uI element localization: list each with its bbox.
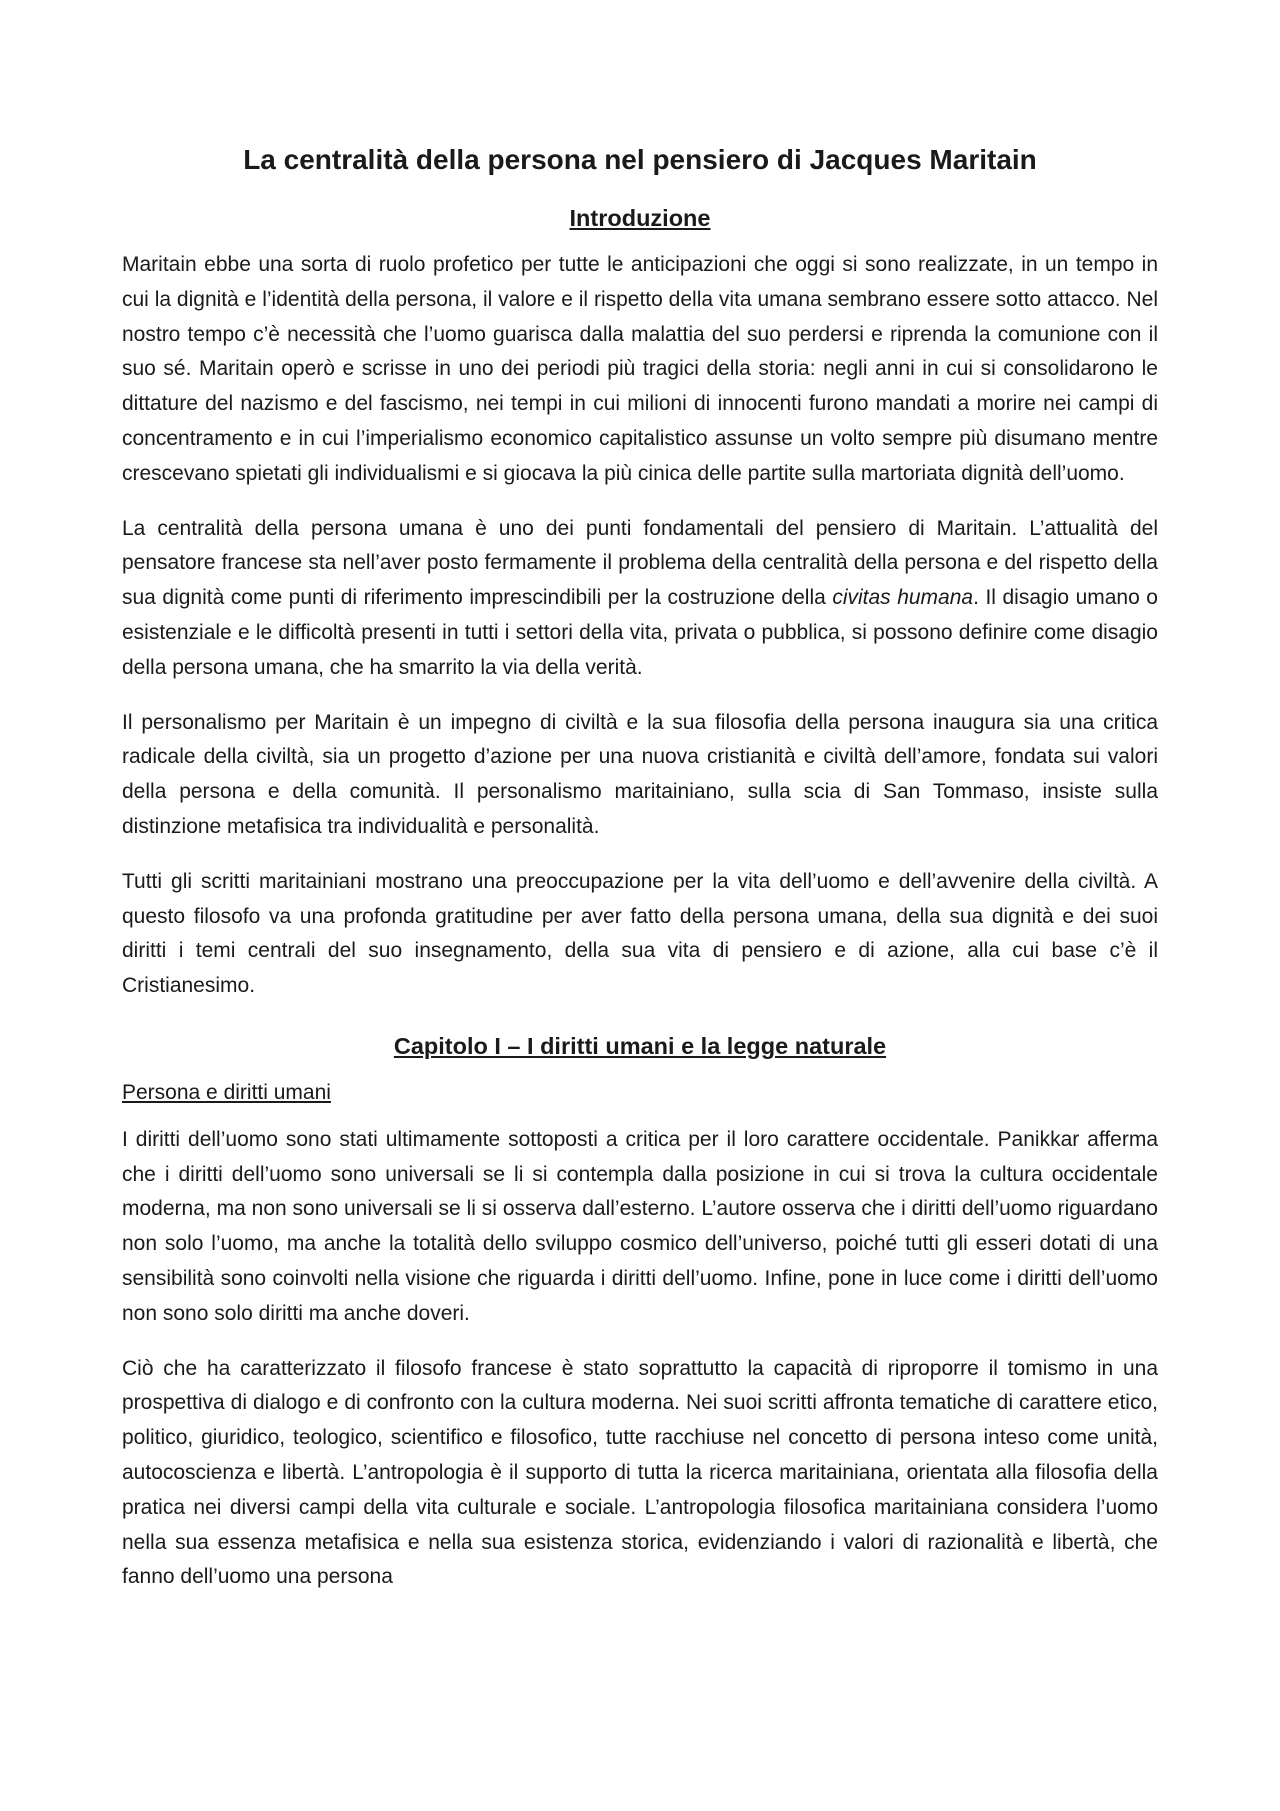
intro-paragraph-1: Maritain ebbe una sorta di ruolo profetico per tutte le anticipazioni che oggi si sono realizzate, in un tempo in cui la dignità e l’identità della persona, il valore e il rispetto della vita umana sembrano essere sotto attacco. Nel nostro tempo c’è necessità che l’uomo guarisca dalla malattia del suo perdersi e riprenda la comunione con il suo sé. Maritain operò e scrisse in uno dei periodi più tragici della storia: negli anni in cui si consolidarono le dittature del nazismo e del fascismo, nei tempi in cui milioni di innocenti furono mandati a morire nei campi di concentramento e in cui l’imperialismo economico capitalistico assunse un volto sempre più disumano mentre crescevano spietati gli individualismi e si giocava la più cinica delle partite sulla martoriata dignità dell’uomo. bbox=[122, 253, 1158, 485]
intro-paragraph-2-text: La centralità della persona umana è uno dei punti fondamentali del pensiero di Maritain. L’attualità del pensatore francese sta nell’aver posto fermamente il problema della centralità della persona e del rispetto della sua dignità come punti di riferimento imprescindibili per la costruzione della bbox=[122, 516, 1158, 610]
intro-paragraph-2-text-end: . Il disagio umano o esistenziale e le difficoltà presenti in tutti i settori della vita, privata o pubblica, si possono definire come disagio della persona umana, che ha smarrito la via della verità. bbox=[122, 586, 1158, 679]
intro-paragraph-3: Il personalismo per Maritain è un impegno di civiltà e la sua filosofia della persona inaugura sia una critica radicale della civiltà, sia un progetto d’azione per una nuova cristianità e civiltà dell’amore, fondata sui valori della persona e della comunità. Il personalismo maritainiano, sulla scia di San Tommaso, insiste sulla distinzione metafisica tra individualità e personalità. bbox=[122, 710, 1158, 838]
document-title: La centralità della persona nel pensiero di Jacques Maritain bbox=[243, 144, 1037, 175]
civitas-humana-italic: civitas humana bbox=[832, 586, 974, 610]
section-paragraph-1: I diritti dell’uomo sono stati ultimamente sottoposti a critica per il loro carattere occidentale. Panikkar afferma che i diritti dell’uomo sono universali se li si contempla dalla posizione in cui si trova la cultura occidentale moderna, ma non sono universali se li si osserva dall’esterno. L’autore osserva che i diritti dell’uomo riguardano non solo l’uomo, ma anche la totalità dello sviluppo cosmico dell’universo, poiché tutti gli esseri dotati di una sensibilità sono coinvolti nella visione che riguarda i diritti dell’uomo. Infine, pone in luce come i diritti dell’uomo non sono solo diritti ma anche doveri. bbox=[122, 1127, 1158, 1325]
document-page bbox=[122, 140, 1158, 1595]
intro-heading: Introduzione bbox=[569, 205, 711, 231]
intro-paragraph-2 bbox=[122, 512, 1158, 686]
section-paragraph-2: Ciò che ha caratterizzato il filosofo francese è stato soprattutto la capacità di riproporre il tomismo in una prospettiva di dialogo e di confronto con la cultura moderna. Nei suoi scritti affronta tematiche di carattere etico, politico, giuridico, teologico, scientifico e filosofico, tutte racchiuse nel concetto di persona inteso come unità, autocoscienza e libertà. L’antropologia è il supporto di tutta la ricerca maritainiana, orientata alla filosofia della pratica nei diversi campi della vita culturale e sociale. L’antropologia filosofica maritainiana considera l’uomo nella sua essenza metafisica e nella sua esistenza storica, evidenziando i valori di razionalità e libertà, che fanno dell’uomo una persona bbox=[122, 1356, 1158, 1589]
intro-paragraph-4: Tutti gli scritti maritainiani mostrano una preoccupazione per la vita dell’uomo e dell’avvenire della civiltà. A questo filosofo va una profonda gratitudine per aver fatto della persona umana, della sua dignità e dei suoi diritti i temi centrali del suo insegnamento, della sua vita di pensiero e di azione, alla cui base c’è il Cristianesimo. bbox=[122, 869, 1158, 998]
section-heading: Persona e diritti umani bbox=[122, 1080, 331, 1104]
chapter-heading: Capitolo I – I diritti umani e la legge naturale bbox=[393, 1032, 887, 1059]
